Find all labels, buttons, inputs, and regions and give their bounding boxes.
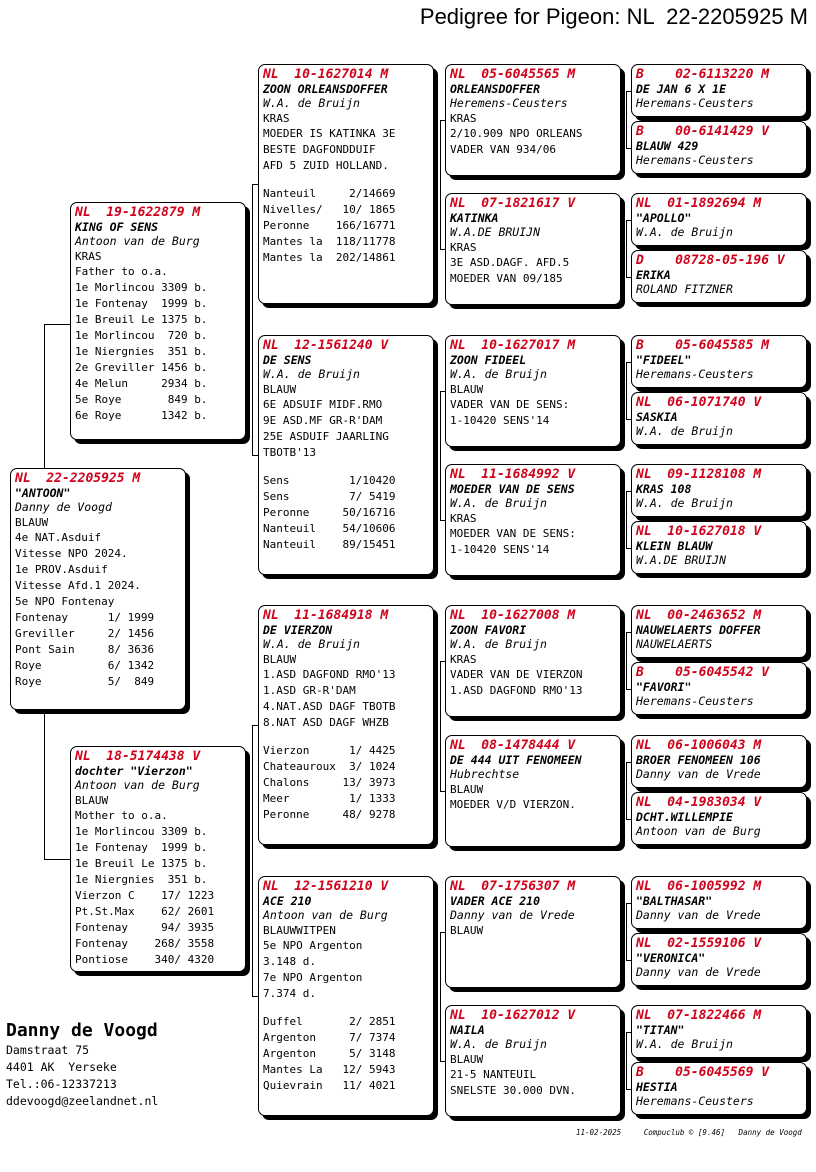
- performance-line: 1e Breuil Le 1375 b.: [75, 313, 208, 326]
- ring-number: NL 11-1684992 V: [450, 467, 576, 482]
- breeder-name: Danny van de Vrede: [636, 908, 761, 922]
- performance-line: Father to o.a.: [75, 265, 168, 278]
- pigeon-color: KRAS: [450, 653, 477, 666]
- pigeon-name: ZOON FIDEEL: [450, 353, 527, 367]
- performance-line: MOEDER IS KATINKA 3E: [263, 127, 396, 140]
- pigeon-card-g13[interactable]: [631, 876, 807, 929]
- ring-number: NL 12-1561240 V: [263, 338, 389, 353]
- performance-line: 6e Roye 1342 b.: [75, 409, 208, 422]
- pigeon-card-main[interactable]: [10, 468, 186, 710]
- connector-v: [626, 362, 627, 419]
- performance-line: 1e Morlincou 3309 b.: [75, 281, 208, 294]
- performance-line: 5e Roye 849 b.: [75, 393, 208, 406]
- performance-line: MOEDER VAN 09/185: [450, 272, 563, 285]
- performance-line: 1e Morlincou 3309 b.: [75, 825, 208, 838]
- pigeon-name: "TITAN": [636, 1023, 685, 1037]
- performance-line: MOEDER VAN DE SENS:: [450, 527, 576, 540]
- pigeon-color: BLAUW: [450, 783, 484, 796]
- ring-number: NL 10-1627012 V: [450, 1008, 576, 1023]
- connector-v: [44, 714, 45, 859]
- breeder-name: W.A. de Bruijn: [263, 367, 360, 381]
- performance-line: 1e PROV.Asduif: [15, 563, 108, 576]
- breeder-name: W.A. de Bruijn: [450, 367, 547, 381]
- performance-line: 7.374 d.: [263, 987, 316, 1000]
- pigeon-color: KRAS: [75, 250, 102, 263]
- breeder-name: Danny van de Vrede: [636, 965, 761, 979]
- pigeon-color: KRAS: [450, 241, 477, 254]
- breeder-name: W.A.DE BRUIJN: [450, 225, 541, 239]
- owner-block: [6, 1020, 158, 1110]
- pigeon-card-ffm[interactable]: [445, 193, 621, 305]
- pigeon-card-g16[interactable]: [631, 1062, 807, 1115]
- ring-number: NL 09-1128108 M: [636, 467, 762, 482]
- connector-v: [626, 1032, 627, 1089]
- pigeon-name: MOEDER VAN DE SENS: [450, 482, 575, 496]
- performance-line: Peronne 48/ 9278: [263, 808, 396, 821]
- pigeon-name: DE SENS: [263, 353, 312, 367]
- connector-v: [626, 632, 627, 689]
- connector-v: [440, 120, 441, 249]
- performance-line: 5e NPO Fontenay: [15, 595, 115, 608]
- pigeon-color: BLAUW: [263, 653, 297, 666]
- pigeon-card-ff[interactable]: [258, 64, 434, 304]
- pigeon-card-g7[interactable]: [631, 464, 807, 517]
- breeder-name: W.A. de Bruijn: [450, 1037, 547, 1051]
- pigeon-card-g5[interactable]: [631, 335, 807, 388]
- pigeon-color: BLAUW: [450, 924, 484, 937]
- breeder-name: W.A. de Bruijn: [636, 1037, 733, 1051]
- performance-line: TBOTB'13: [263, 446, 316, 459]
- pigeon-card-g15[interactable]: [631, 1005, 807, 1058]
- pigeon-name: BROER FENOMEEN 106: [636, 753, 761, 767]
- connector-v: [44, 324, 45, 468]
- pigeon-name: ZOON FAVORI: [450, 623, 527, 637]
- pigeon-name: SASKIA: [636, 410, 678, 424]
- performance-line: Sens 1/10420: [263, 474, 396, 487]
- ring-number: NL 00-2463652 M: [636, 608, 762, 623]
- breeder-name: Heremans-Ceusters: [636, 153, 754, 167]
- spacer: [263, 461, 429, 473]
- ring-number: NL 05-6045565 M: [450, 67, 576, 82]
- pigeon-card-mmf[interactable]: [445, 876, 621, 988]
- pigeon-name: VADER ACE 210: [450, 894, 541, 908]
- ring-number: D 08728-05-196 V: [636, 253, 785, 268]
- performance-line: 21-5 NANTEUIL: [450, 1068, 537, 1081]
- pigeon-color: BLAUWWITPEN: [263, 924, 336, 937]
- pigeon-name: "VERONICA": [636, 951, 706, 965]
- performance-line: Pt.St.Max 62/ 2601: [75, 905, 215, 918]
- ring-number: NL 06-1006043 M: [636, 738, 762, 753]
- ring-number: B 05-6045569 V: [636, 1065, 770, 1080]
- performance-line: SNELSTE 30.000 DVN.: [450, 1084, 576, 1097]
- performance-line: Vitesse NPO 2024.: [15, 547, 128, 560]
- pigeon-name: KLEIN BLAUW: [636, 539, 713, 553]
- performance-line: Peronne 50/16716: [263, 506, 396, 519]
- performance-line: Nivelles/ 10/ 1865: [263, 203, 396, 216]
- breeder-name: Antoon van de Burg: [263, 908, 388, 922]
- performance-line: Pontiose 340/ 4320: [75, 953, 215, 966]
- breeder-name: Heremens-Ceusters: [450, 96, 568, 110]
- ring-number: NL 22-2205925 M: [15, 471, 141, 486]
- pigeon-color: KRAS: [450, 512, 477, 525]
- pigeon-name: "APOLLO": [636, 211, 692, 225]
- breeder-name: Heremans-Ceusters: [636, 96, 754, 110]
- performance-line: Chateauroux 3/ 1024: [263, 760, 396, 773]
- performance-line: 25E ASDUIF JAARLING: [263, 430, 389, 443]
- performance-line: Mother to o.a.: [75, 809, 168, 822]
- ring-number: B 05-6045542 V: [636, 665, 770, 680]
- performance-line: Fontenay 1/ 1999: [15, 611, 155, 624]
- pigeon-name: KATINKA: [450, 211, 499, 225]
- breeder-name: Danny van de Vrede: [450, 908, 575, 922]
- performance-line: Fontenay 268/ 3558: [75, 937, 215, 950]
- pigeon-name: DCHT.WILLEMPIE: [636, 810, 733, 824]
- pigeon-card-m[interactable]: [70, 746, 246, 972]
- performance-line: Nanteuil 2/14669: [263, 187, 396, 200]
- pigeon-card-fmf[interactable]: [445, 335, 621, 447]
- connector-v: [252, 725, 253, 996]
- connector-v: [626, 91, 627, 148]
- pigeon-card-g3[interactable]: [631, 193, 807, 246]
- breeder-name: Antoon van de Burg: [636, 824, 761, 838]
- spacer: [263, 1002, 429, 1014]
- performance-line: 3E ASD.DAGF. AFD.5: [450, 256, 570, 269]
- performance-line: Duffel 2/ 2851: [263, 1015, 396, 1028]
- performance-line: Roye 5/ 849: [15, 675, 155, 688]
- pigeon-name: "ANTOON": [15, 486, 71, 500]
- pigeon-color: BLAUW: [75, 794, 109, 807]
- pigeon-color: BLAUW: [263, 383, 297, 396]
- performance-line: Nanteuil 89/15451: [263, 538, 396, 551]
- pigeon-card-fmm[interactable]: [445, 464, 621, 576]
- performance-line: VADER VAN DE SENS:: [450, 398, 570, 411]
- connector-v: [440, 932, 441, 1061]
- performance-line: Fontenay 94/ 3935: [75, 921, 215, 934]
- pigeon-name: KRAS 108: [636, 482, 692, 496]
- ring-number: NL 08-1478444 V: [450, 738, 576, 753]
- pigeon-color: KRAS: [450, 112, 477, 125]
- breeder-name: W.A. de Bruijn: [636, 225, 733, 239]
- breeder-name: W.A. de Bruijn: [636, 424, 733, 438]
- ring-number: B 00-6141429 V: [636, 124, 770, 139]
- pigeon-card-mf[interactable]: [258, 605, 434, 845]
- pigeon-name: "BALTHASAR": [636, 894, 713, 908]
- performance-line: Vierzon 1/ 4425: [263, 744, 396, 757]
- performance-line: 1e Morlincou 720 b.: [75, 329, 208, 342]
- owner-city: 4401 AK Yerseke: [6, 1060, 117, 1074]
- pigeon-card-g9[interactable]: [631, 605, 807, 658]
- pigeon-card-g12[interactable]: [631, 792, 807, 845]
- ring-number: NL 18-5174438 V: [75, 749, 201, 764]
- ring-number: NL 06-1005992 M: [636, 879, 762, 894]
- performance-line: Meer 1/ 1333: [263, 792, 396, 805]
- performance-line: 5e NPO Argenton: [263, 939, 363, 952]
- connector-v: [626, 220, 627, 277]
- performance-line: 1.ASD DAGFOND RMO'13: [263, 668, 396, 681]
- breeder-name: W.A. de Bruijn: [450, 637, 547, 651]
- performance-line: 6E ADSUIF MIDF.RMO: [263, 398, 383, 411]
- ring-number: NL 01-1892694 M: [636, 196, 762, 211]
- pigeon-name: DE 444 UIT FENOMEEN: [450, 753, 582, 767]
- performance-line: 4e Melun 2934 b.: [75, 377, 208, 390]
- pigeon-card-fff[interactable]: [445, 64, 621, 176]
- ring-number: NL 10-1627014 M: [263, 67, 389, 82]
- connector-v: [626, 491, 627, 548]
- performance-line: Mantes La 12/ 5943: [263, 1063, 396, 1076]
- pigeon-card-g10[interactable]: [631, 662, 807, 715]
- performance-line: Mantes la 118/11778: [263, 235, 396, 248]
- pigeon-card-g4[interactable]: [631, 250, 807, 303]
- pigeon-card-g8[interactable]: [631, 521, 807, 574]
- performance-line: 1e Niergnies 351 b.: [75, 873, 208, 886]
- pigeon-name: dochter "Vierzon": [75, 764, 193, 778]
- pigeon-name: "FAVORI": [636, 680, 692, 694]
- pigeon-color: BLAUW: [450, 383, 484, 396]
- ring-number: B 05-6045585 M: [636, 338, 770, 353]
- performance-line: Mantes la 202/14861: [263, 251, 396, 264]
- pigeon-card-mfm[interactable]: [445, 735, 621, 847]
- owner-phone: Tel.:06-12337213: [6, 1077, 117, 1091]
- ring-number: NL 10-1627018 V: [636, 524, 762, 539]
- connector-v: [626, 903, 627, 960]
- ring-number: NL 19-1622879 M: [75, 205, 201, 220]
- breeder-name: Danny van de Vrede: [636, 767, 761, 781]
- pigeon-card-g6[interactable]: [631, 392, 807, 445]
- breeder-name: Heremans-Ceusters: [636, 1094, 754, 1108]
- ring-number: B 02-6113220 M: [636, 67, 770, 82]
- owner-email[interactable]: ddevoogd@zeelandnet.nl: [6, 1094, 159, 1108]
- performance-line: Peronne 166/16771: [263, 219, 396, 232]
- breeder-name: W.A. de Bruijn: [263, 96, 360, 110]
- pigeon-color: KRAS: [263, 112, 290, 125]
- connector-v: [440, 661, 441, 791]
- pigeon-name: KING OF SENS: [75, 220, 159, 234]
- performance-line: 8.NAT ASD DAGF WHZB: [263, 716, 389, 729]
- pigeon-card-g14[interactable]: [631, 933, 807, 986]
- ring-number: NL 11-1684918 M: [263, 608, 389, 623]
- pigeon-card-mff[interactable]: [445, 605, 621, 717]
- breeder-name: Hubrechtse: [450, 767, 520, 781]
- performance-line: 1.ASD DAGFOND RMO'13: [450, 684, 583, 697]
- pigeon-card-fm[interactable]: [258, 335, 434, 575]
- breeder-name: Heremans-Ceusters: [636, 367, 754, 381]
- breeder-name: Heremans-Ceusters: [636, 694, 754, 708]
- pigeon-name: ACE 210: [263, 894, 312, 908]
- owner-address: Damstraat 75: [6, 1043, 90, 1057]
- performance-line: 3.148 d.: [263, 955, 316, 968]
- performance-line: Sens 7/ 5419: [263, 490, 396, 503]
- ring-number: NL 07-1821617 V: [450, 196, 576, 211]
- performance-line: 2/10.909 NPO ORLEANS: [450, 127, 583, 140]
- owner-name: Danny de Voogd: [6, 1020, 158, 1041]
- ring-number: NL 07-1822466 M: [636, 1008, 762, 1023]
- breeder-name: NAUWELAERTS: [636, 637, 713, 651]
- pigeon-name: NAUWELAERTS DOFFER: [636, 623, 761, 637]
- spacer: [263, 731, 429, 743]
- breeder-name: Antoon van de Burg: [75, 778, 200, 792]
- ring-number: NL 04-1983034 V: [636, 795, 762, 810]
- breeder-name: W.A. de Bruijn: [636, 496, 733, 510]
- performance-line: MOEDER V/D VIERZON.: [450, 798, 576, 811]
- performance-line: 2e Greviller 1456 b.: [75, 361, 208, 374]
- pigeon-name: ZOON ORLEANSDOFFER: [263, 82, 388, 96]
- pigeon-card-mmm[interactable]: [445, 1005, 621, 1117]
- performance-line: 1e Fontenay 1999 b.: [75, 841, 208, 854]
- performance-line: 1-10420 SENS'14: [450, 414, 550, 427]
- pigeon-name: ORLEANSDOFFER: [450, 82, 541, 96]
- performance-line: Chalons 13/ 3973: [263, 776, 396, 789]
- connector-v: [252, 184, 253, 455]
- ring-number: NL 12-1561210 V: [263, 879, 389, 894]
- pigeon-name: BLAUW 429: [636, 139, 699, 153]
- connector-v: [626, 762, 627, 819]
- performance-line: Roye 6/ 1342: [15, 659, 155, 672]
- performance-line: Vierzon C 17/ 1223: [75, 889, 215, 902]
- performance-line: 4.NAT.ASD DAGF TBOTB: [263, 700, 396, 713]
- pigeon-name: "FIDEEL": [636, 353, 692, 367]
- performance-line: VADER VAN 934/06: [450, 143, 556, 156]
- pigeon-card-mm[interactable]: [258, 876, 434, 1116]
- pigeon-color: BLAUW: [450, 1053, 484, 1066]
- pigeon-color: BLAUW: [15, 516, 49, 529]
- performance-line: 9E ASD.MF GR-R'DAM: [263, 414, 383, 427]
- ring-number: NL 06-1071740 V: [636, 395, 762, 410]
- pigeon-name: DE JAN 6 X 1E: [636, 82, 727, 96]
- page-title: Pedigree for Pigeon: NL 22-2205925 M: [419, 4, 808, 29]
- performance-line: 1e Niergnies 351 b.: [75, 345, 208, 358]
- breeder-name: W.A.DE BRUIJN: [636, 553, 727, 567]
- performance-line: VADER VAN DE VIERZON: [450, 668, 583, 681]
- performance-line: BESTE DAGFONDDUIF: [263, 143, 376, 156]
- pigeon-card-g11[interactable]: [631, 735, 807, 788]
- pigeon-card-g1[interactable]: [631, 64, 807, 117]
- performance-line: Greviller 2/ 1456: [15, 627, 155, 640]
- pigeon-name: ERIKA: [636, 268, 671, 282]
- pigeon-name: NAILA: [450, 1023, 485, 1037]
- footer-credit: 11-02-2025 Compuclub © [9.46] Danny de Voogd: [576, 1128, 802, 1137]
- breeder-name: Danny de Voogd: [15, 500, 112, 514]
- spacer: [263, 174, 429, 186]
- pigeon-card-f[interactable]: [70, 202, 246, 440]
- connector-h: [44, 324, 70, 325]
- performance-line: 1e Breuil Le 1375 b.: [75, 857, 208, 870]
- ring-number: NL 10-1627017 M: [450, 338, 576, 353]
- ring-number: NL 02-1559106 V: [636, 936, 762, 951]
- performance-line: 1-10420 SENS'14: [450, 543, 550, 556]
- performance-line: 1.ASD GR-R'DAM: [263, 684, 356, 697]
- performance-line: Argenton 7/ 7374: [263, 1031, 396, 1044]
- breeder-name: W.A. de Bruijn: [263, 637, 360, 651]
- performance-line: AFD 5 ZUID HOLLAND.: [263, 159, 389, 172]
- performance-line: Argenton 5/ 3148: [263, 1047, 396, 1060]
- performance-line: Nanteuil 54/10606: [263, 522, 396, 535]
- performance-line: Quievrain 11/ 4021: [263, 1079, 396, 1092]
- breeder-name: W.A. de Bruijn: [450, 496, 547, 510]
- performance-line: 1e Fontenay 1999 b.: [75, 297, 208, 310]
- performance-line: Pont Sain 8/ 3636: [15, 643, 155, 656]
- performance-line: 7e NPO Argenton: [263, 971, 363, 984]
- breeder-name: Antoon van de Burg: [75, 234, 200, 248]
- breeder-name: ROLAND FITZNER: [636, 282, 733, 296]
- performance-line: 4e NAT.Asduif: [15, 531, 102, 544]
- pigeon-name: DE VIERZON: [263, 623, 333, 637]
- connector-v: [440, 391, 441, 520]
- pigeon-name: HESTIA: [636, 1080, 678, 1094]
- connector-h: [44, 859, 70, 860]
- ring-number: NL 07-1756307 M: [450, 879, 576, 894]
- ring-number: NL 10-1627008 M: [450, 608, 576, 623]
- pigeon-card-g2[interactable]: [631, 121, 807, 174]
- performance-line: Vitesse Afd.1 2024.: [15, 579, 141, 592]
